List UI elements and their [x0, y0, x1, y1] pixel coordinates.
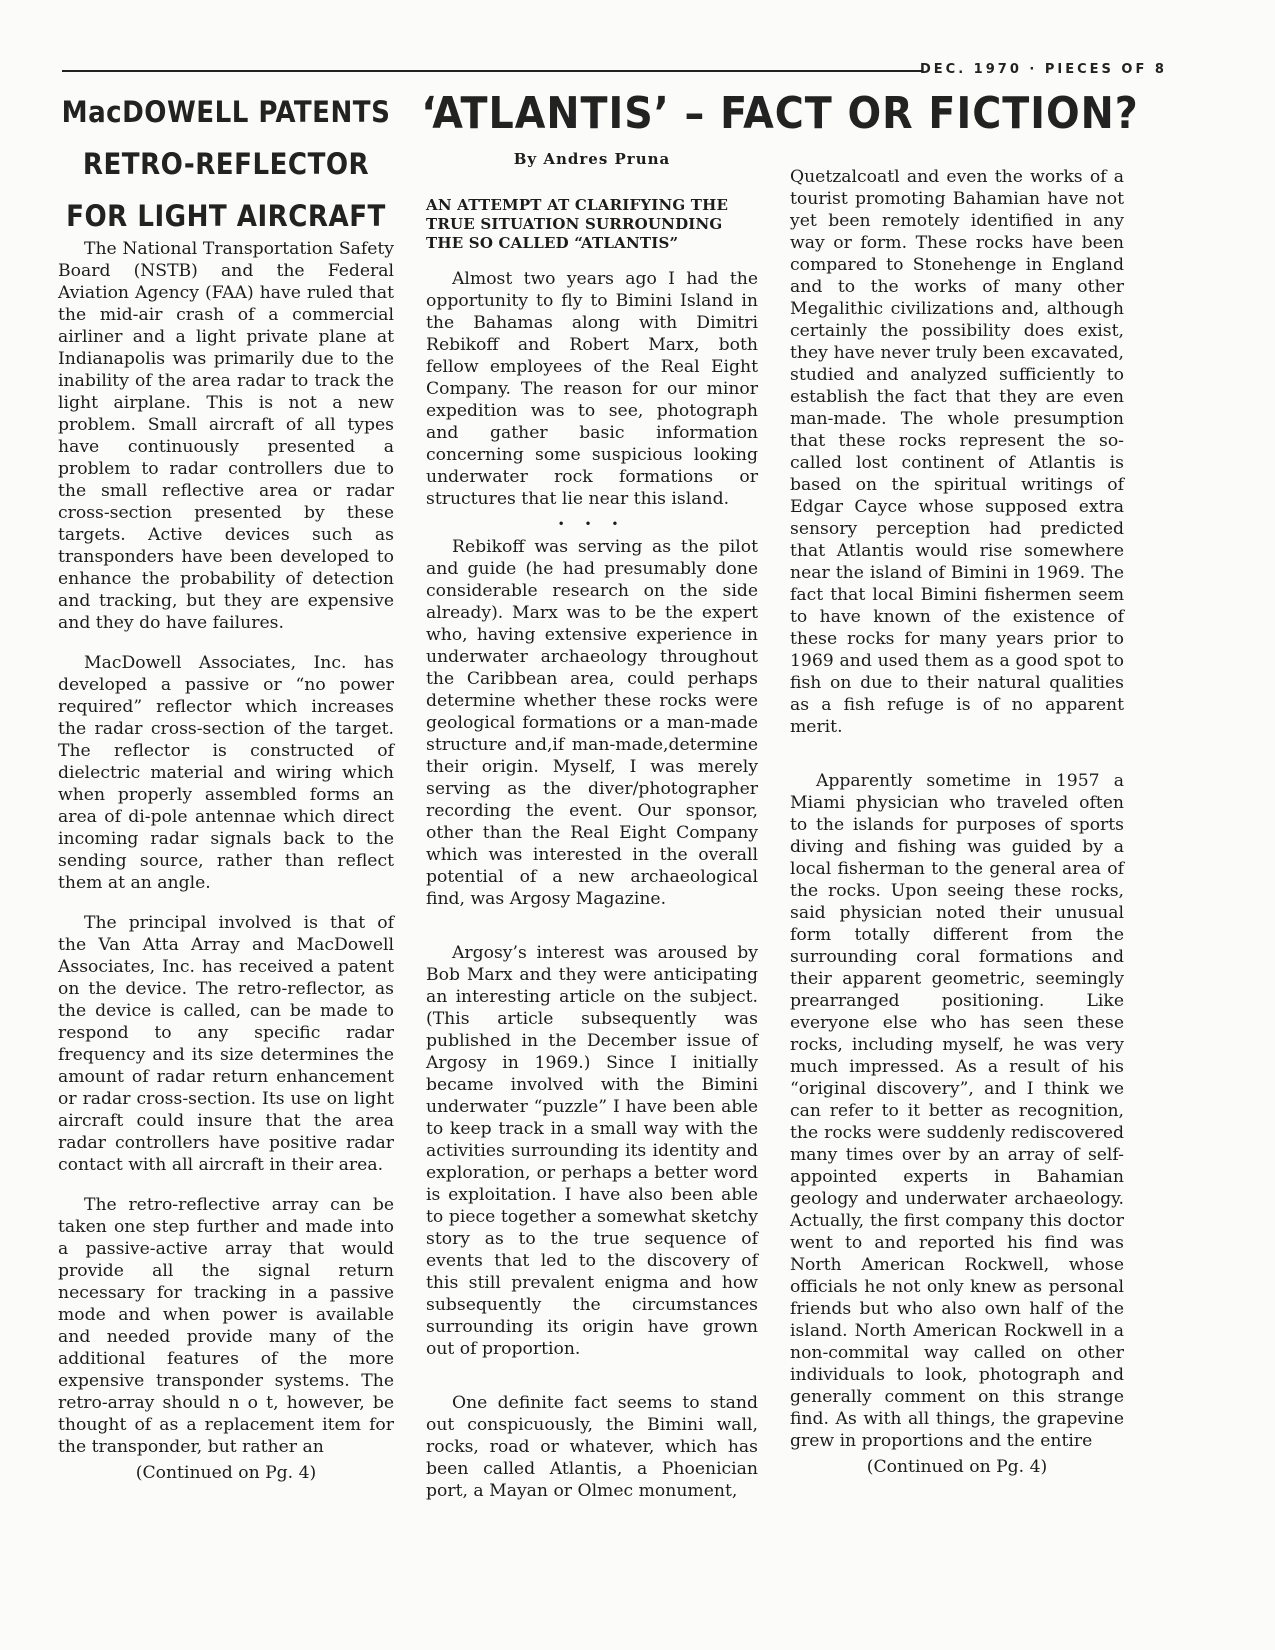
article2-paragraph: Almost two years ago I had the opportunity to fly to Bimini Island in the Bahamas along with Dimitri Rebikoff and Robert Marx, both fellow employees of the Real Eight Company. The reason for our minor expedition was to see, photograph and gather basic information concerning some suspicious looking underwater rock formations or structures that lie near this island. — [426, 269, 758, 509]
article2-byline: By Andres Pruna — [513, 150, 671, 168]
article2-paragraph: Quetzalcoatl and even the works of a tourist promoting Bahamian have not yet been remotely identified in any way or form. These rocks have been compared to Stonehenge in England and to the works of many other Megalithic civilizations and, although certainly the possibility does exist, they have never truly been excavated, studied and analyzed sufficiently to establish the fact that they are even man-made. The whole presumption that these rocks represent the so-called lost continent of Atlantis is based on the spiritual writings of Edgar Cayce whose supposed extra sensory perception had predicted that Atlantis would rise somewhere near the island of Bimini in 1969. The fact that local Bimini fishermen seem to have known of the existence of these rocks for many years prior to 1969 and used them as a good spot to fish on due to their natural qualities as a fish refuge is of no apparent merit. — [790, 167, 1124, 737]
article2-paragraph: Rebikoff was serving as the pilot and guide (he had presumably done considerable research on the side already). Marx was to be the expert who, having extensive experience in underwater archaeology throughout the Caribbean area, could perhaps determine whether these rocks were geological formations or a man-made structure and,if man-made,determine their origin. Myself, I was merely serving as the diver/photographer recording the event. Our sponsor, other than the Real Eight Company which was interested in the overall potential of a new archaeological find, was Argosy Magazine. — [426, 537, 758, 909]
masthead-rule — [62, 70, 922, 72]
article1-headline-line3: FOR LIGHT AIRCRAFT — [66, 199, 386, 233]
article2-column-left — [426, 268, 758, 1520]
article1-paragraph: The National Transportation Safety Board (NSTB) and the Federal Aviation Agency (FAA) have ruled that the mid-air crash of a commercial airliner and a light private plane at Indianapolis was primarily due to the inability of the area radar to track the light airplane. This is not a new problem. Small aircraft of all types have continuously presented a problem to radar controllers due to the small reflective area or radar cross-section presented by these targets. Active devices such as transponders have been developed to enhance the probability of detection and tracking, but they are expensive and they do have failures. — [58, 239, 394, 633]
article1-headline-line1: MacDOWELL PATENTS — [61, 95, 391, 129]
issue-line: DEC. 1970 · PIECES OF 8 — [920, 62, 1167, 77]
article2-continued: (Continued on Pg. 4) — [866, 1457, 1048, 1477]
article1-column — [58, 238, 394, 1502]
article1-continued: (Continued on Pg. 4) — [135, 1463, 317, 1483]
article2-paragraph: Apparently sometime in 1957 a Miami physician who traveled often to the islands for purposes of sports diving and fishing was guided by a local fisherman to the general area of the rocks. Upon seeing these rocks, said physician noted their unusual form totally different from the surrounding coral formations and their apparent geometric, seemingly prearranged positioning. Like everyone else who has seen these rocks, including myself, he was very much impressed. As a result of his “original discovery”, and I think we can refer to it better as recognition, the rocks were suddenly rediscovered many times over by an array of self-appointed experts in Bahamian geology and underwater archaeology. Actually, the first company this doctor went to and reported his find was North American Rockwell, whose officials he not only knew as personal friends but who also own half of the island. North American Rockwell in a non-commital way called on other individuals to look, photograph and generally comment on this strange find. As with all things, the grapevine grew in proportions and the entire — [790, 771, 1124, 1451]
section-break-dots: • • • — [557, 517, 627, 531]
article1-headline-line2: RETRO-REFLECTOR — [82, 147, 370, 181]
article1-paragraph: The principal involved is that of the Van Atta Array and MacDowell Associates, Inc. has received a patent on the device. The retro-reflector, as the device is called, can be made to respond to any specific radar frequency and its size determines the amount of radar return enhancement or radar cross-section. Its use on light aircraft could insure that the area radar controllers have positive radar contact with all aircraft in their area. — [58, 913, 394, 1175]
article2-column-right — [790, 166, 1124, 1496]
article2-paragraph: Argosy’s interest was aroused by Bob Marx and they were anticipating an interesting article on the subject. (This article subsequently was published in the December issue of Argosy in 1969.) Since I initially became involved with the Bimini underwater “puzzle” I have been able to keep track in a small way with the activities surrounding its identity and exploration, or perhaps a better word is exploitation. I have also been able to piece together a somewhat sketchy story as to the true sequence of events that led to the discovery of this still prevalent enigma and how subsequently the circumstances surrounding its origin have grown out of proportion. — [426, 943, 758, 1359]
article1-paragraph: MacDowell Associates, Inc. has developed a passive or “no power required” reflector which increases the radar cross-section of the target. The reflector is constructed of dielectric material and wiring which when properly assembled forms an area of di-pole antennae which direct incoming radar signals back to the sending source, rather than reflect them at an angle. — [58, 653, 394, 893]
article1-headline — [58, 86, 394, 242]
article2-headline: ‘ATLANTIS’ – FACT OR FICTION? — [421, 88, 1139, 139]
article1-paragraph: The retro-reflective array can be taken one step further and made into a passive-active array that would provide all the signal return necessary for tracking in a passive mode and when power is available and needed provide many of the additional features of the more expensive transponder systems. The retro-array should n o t, however, be thought of as a replacement item for the transponder, but rather an — [58, 1195, 394, 1457]
article2-deck: AN ATTEMPT AT CLARIFYING THE TRUE SITUATION SURROUNDING THE SO CALLED “ATLANTIS” — [426, 196, 729, 252]
article2-paragraph: One definite fact seems to stand out conspicuously, the Bimini wall, rocks, road or whatever, which has been called Atlantis, a Phoenician port, a Mayan or Olmec monument, — [426, 1393, 758, 1501]
